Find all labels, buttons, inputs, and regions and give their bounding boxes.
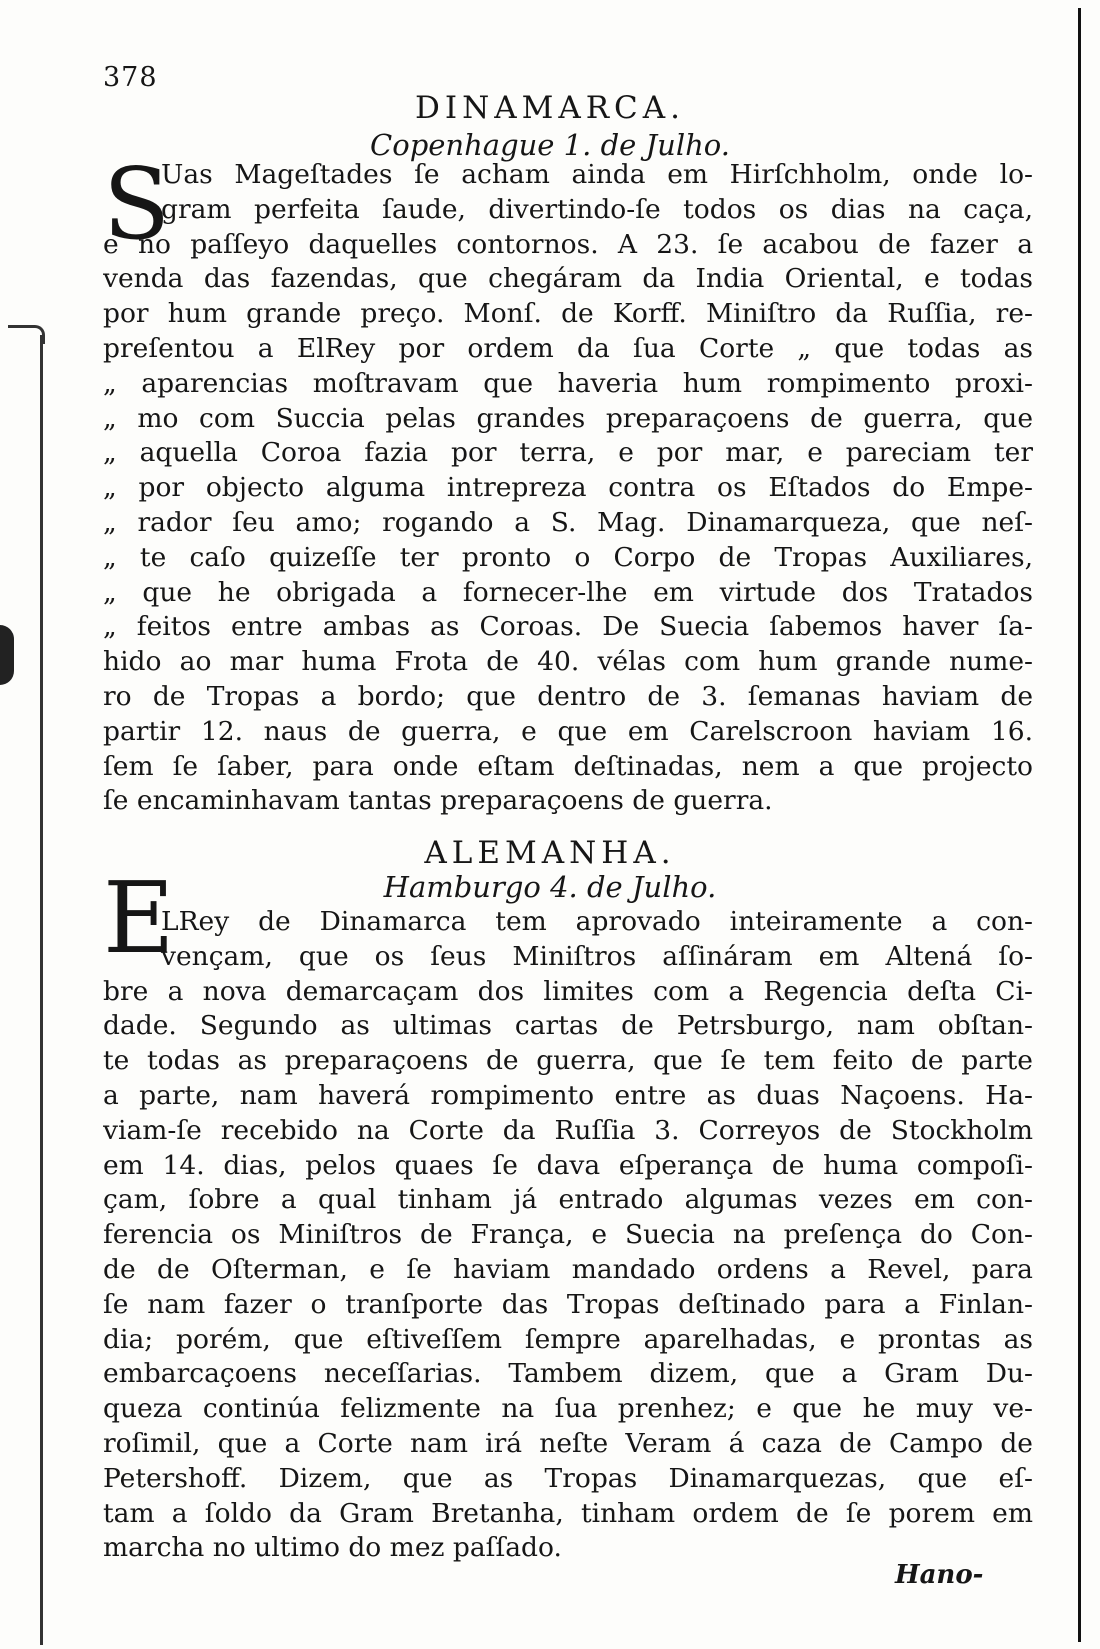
text-line: „ aparencias moſtravam que haveria hum rompimento proxi-: [103, 367, 1033, 399]
drop-cap-s: S: [103, 148, 171, 262]
text-line: ro de Tropas a bordo; que dentro de 3. ſemanas haviam de: [103, 680, 1033, 712]
text-line: gram perfeita ſaude, divertindo-ſe todos os dias na caça,: [161, 193, 1033, 225]
text-line: ſem ſe ſaber, para onde eſtam deſtinadas, nem a que projecto: [103, 750, 1033, 782]
text-line: „ mo com Succia pelas grandes preparaçoens de guerra, que: [103, 402, 1033, 434]
text-line: bre a nova demarcaçam dos limites com a Regencia deſta Ci-: [103, 975, 1033, 1007]
text-line: e no paſſeyo daquelles contornos. A 23. ſe acabou de fazer a: [103, 228, 1033, 260]
text-line: marcha no ultimo do mez paſſado.: [103, 1532, 562, 1564]
text-line: te todas as preparaçoens de guerra, que ſe tem feito de parte: [103, 1045, 1033, 1077]
text-line: preſentou a ElRey por ordem da ſua Corte „ que todas as: [103, 332, 1033, 364]
text-line: „ aquella Coroa fazia por terra, e por mar, e pareciam ter: [103, 437, 1033, 469]
text-line: roſimil, que a Corte nam irá neſte Veram á caza de Campo de: [103, 1427, 1033, 1459]
text-line: dade. Segundo as ultimas cartas de Petrsburgo, nam obſtan-: [103, 1010, 1033, 1042]
dateline-hamburgo: Hamburgo 4. de Julho.: [383, 870, 717, 904]
dateline-copenhague: Copenhague 1. de Julho.: [370, 128, 730, 162]
catchword: Hano-: [895, 1560, 984, 1590]
text-line: tam a ſoldo da Gram Bretanha, tinham ordem de ſe porem em: [103, 1497, 1033, 1529]
page-number: 378: [103, 62, 158, 93]
text-line: hido ao mar huma Frota de 40. vélas com hum grande nume-: [103, 646, 1033, 678]
left-page-edge: [40, 335, 43, 1645]
article-dinamarca: [103, 148, 1033, 819]
article-alemanha: [103, 905, 1033, 1566]
text-line: partir 12. naus de guerra, e que em Carelscroon haviam 16.: [103, 715, 1033, 747]
text-line: „ por objecto alguma intrepreza contra os Eſtados do Empe-: [103, 472, 1033, 504]
section-title-alemanha: ALEMANHA.: [424, 835, 676, 871]
text-line: çam, ſobre a qual tinham já entrado algumas vezes em con-: [103, 1184, 1033, 1216]
text-line: „ rador ſeu amo; rogando a S. Mag. Dinamarqueza, que neſ-: [103, 506, 1033, 538]
text-line: queza continúa felizmente na ſua prenhez; e que he muy ve-: [103, 1393, 1033, 1425]
text-line: ferencia os Miniſtros de França, e Suecia na preſença do Con-: [103, 1219, 1033, 1251]
text-line: em 14. dias, pelos quaes ſe dava eſperança de huma compoſi-: [103, 1149, 1033, 1181]
drop-cap-e: E: [103, 862, 175, 976]
text-line: LRey de Dinamarca tem aprovado inteiramente a con-: [161, 906, 1033, 937]
text-line: a parte, nam haverá rompimento entre as duas Naçoens. Ha-: [103, 1079, 1033, 1111]
text-line: vençam, que os ſeus Miniſtros aſſináram em Altená ſo-: [161, 940, 1033, 972]
text-line: de de Oſterman, e ſe haviam mandado ordens a Revel, para: [103, 1253, 1033, 1285]
text-line: ſe nam fazer o tranſporte das Tropas deſtinado para a Finlan-: [103, 1288, 1033, 1320]
text-line: „ te caſo quizeſſe ter pronto o Corpo de Tropas Auxiliares,: [103, 541, 1033, 573]
binding-notch: [0, 625, 14, 685]
text-line: venda das fazendas, que chegáram da India Oriental, e todas: [103, 263, 1033, 295]
text-line: ſe encaminhavam tantas preparaçoens de guerra.: [103, 785, 773, 817]
text-line: por hum grande preço. Monſ. de Korff. Miniſtro da Ruſſia, re-: [103, 298, 1033, 330]
text-line: Uas Mageſtades ſe acham ainda em Hirſchholm, onde lo-: [161, 159, 1033, 190]
section-title-dinamarca: DINAMARCA.: [414, 90, 686, 126]
text-line: embarcaçoens neceſſarias. Tambem dizem, que a Gram Du-: [103, 1358, 1033, 1390]
text-line: dia; porém, que eſtiveſſem ſempre aparelhadas, e prontas as: [103, 1323, 1033, 1355]
right-page-border: [1078, 8, 1081, 1642]
text-line: Petershoff. Dizem, que as Tropas Dinamarquezas, que eſ-: [103, 1462, 1033, 1494]
text-line: „ que he obrigada a fornecer-lhe em virtude dos Tratados: [103, 576, 1033, 608]
text-line: „ feitos entre ambas as Coroas. De Suecia ſabemos haver ſa-: [103, 611, 1033, 643]
text-line: viam-ſe recebido na Corte da Ruſſia 3. Correyos de Stockholm: [103, 1114, 1033, 1146]
